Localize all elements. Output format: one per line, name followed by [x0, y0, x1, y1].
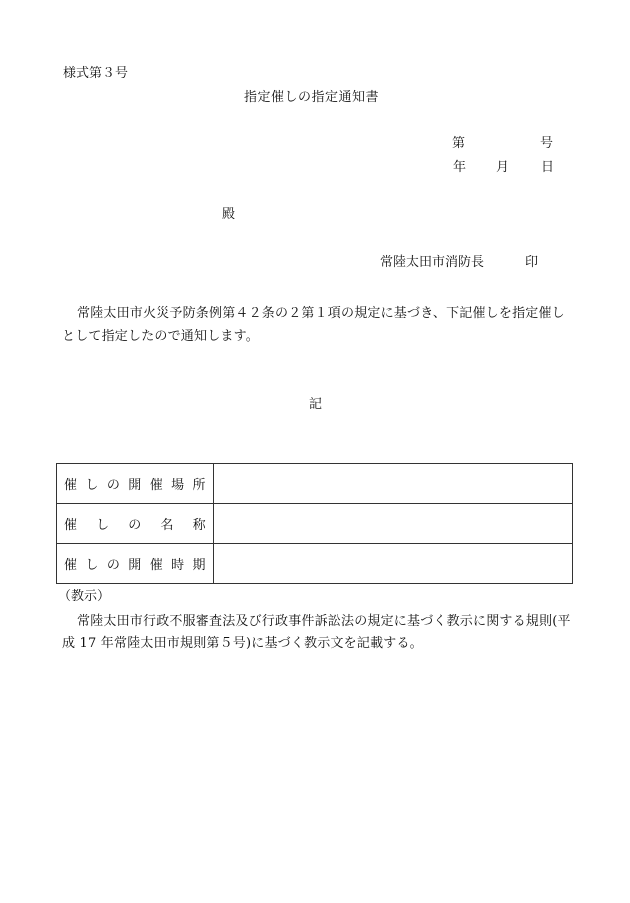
table-label-cell — [57, 464, 214, 504]
table-label-cell — [57, 504, 214, 544]
sender-name: 常陸太田市消防長 — [380, 255, 485, 270]
seal-mark: 印 — [525, 255, 539, 270]
period-value-cell — [213, 544, 572, 584]
date-year-label: 年 — [453, 160, 467, 175]
row-label-period: 催 し の 開 催 時 期 — [64, 558, 206, 573]
addressee-honorific: 殿 — [222, 207, 236, 222]
row-label-venue: 催 し の 開 催 場 所 — [64, 478, 206, 493]
table-row — [57, 504, 573, 544]
table-row — [57, 464, 573, 504]
name-value-cell — [213, 504, 572, 544]
row-label-name: 催 し の 名 称 — [64, 518, 206, 533]
date-day-label: 日 — [541, 160, 555, 175]
table-label-cell — [57, 544, 214, 584]
notice-heading: （教示） — [58, 589, 111, 604]
form-number: 様式第３号 — [63, 66, 129, 81]
venue-value-cell — [213, 464, 572, 504]
reference-number-prefix: 第 — [452, 136, 466, 151]
ki-heading: 記 — [309, 397, 323, 412]
reference-number-suffix: 号 — [540, 136, 554, 151]
date-month-label: 月 — [496, 160, 510, 175]
notification-body: 常陸太田市火災予防条例第４２条の２第１項の規定に基づき、下記催しを指定催しとして指定したので通知します。 — [62, 306, 565, 344]
notice-body: 常陸太田市行政不服審査法及び行政事件訴訟法の規定に基づく教示に関する規則(平成 17 年常陸太田市規則第５号)に基づく教示文を記載する。 — [62, 614, 571, 651]
document-title: 指定催しの指定通知書 — [244, 90, 380, 105]
table-row — [57, 544, 573, 584]
event-info-table — [56, 463, 573, 584]
